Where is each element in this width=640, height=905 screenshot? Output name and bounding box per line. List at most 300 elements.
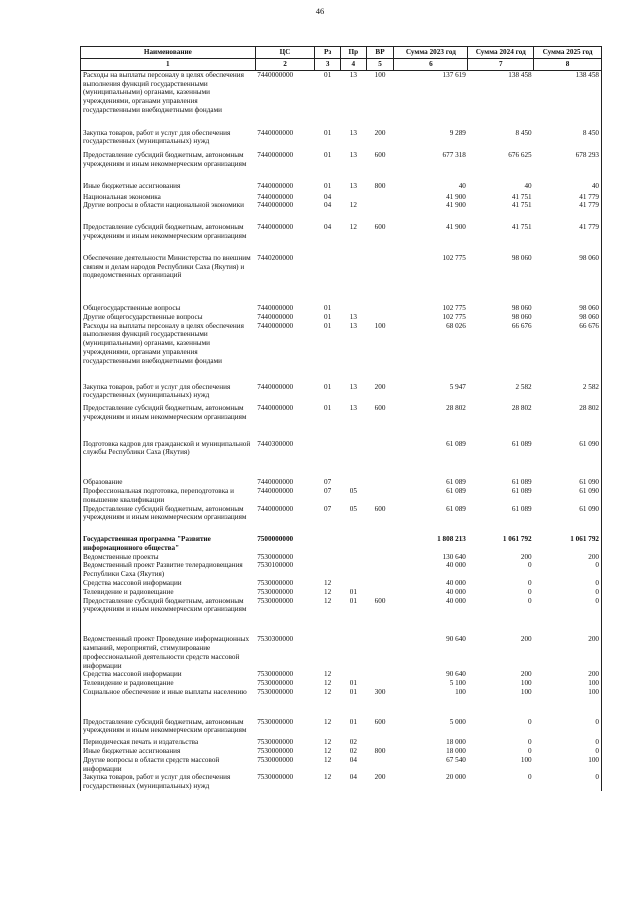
row-pr: 01 — [349, 687, 357, 696]
row-vr — [366, 738, 394, 747]
header-sum-2025: Сумма 2025 год — [534, 47, 602, 59]
row-sum-2024: 98 060 — [511, 304, 532, 313]
row-code: 7440300000 — [257, 439, 294, 448]
row-sum-2024: 200 — [520, 670, 532, 679]
table-row — [81, 553, 602, 562]
row-rz: 07 — [324, 504, 332, 513]
row-sum-2025: 0 — [534, 738, 602, 747]
table-row — [81, 487, 602, 505]
row-code: 7530000000 — [257, 596, 294, 605]
row-name: Предоставление субсидий бюджетным, автономным учреждениям и иным некоммерческим организациям — [81, 151, 256, 182]
table-row — [81, 738, 602, 747]
row-pr: 13 — [349, 181, 357, 190]
row-name: Периодическая печать и издательства — [81, 738, 256, 747]
row-pr: 05 — [349, 487, 357, 495]
row-name: Другие общегосударственные вопросы — [81, 313, 256, 322]
row-code: 7440000000 — [257, 128, 294, 137]
row-pr: 05 — [349, 504, 357, 513]
row-code: 7440000000 — [257, 192, 294, 201]
col-number: 1 — [81, 58, 256, 70]
row-sum-2024: 100 — [520, 687, 532, 696]
row-vr: 600 — [374, 404, 386, 413]
row-name: Расходы на выплаты персоналу в целях обеспечения выполнения функций государственными (муниципальными) органами, казенными учреждениями, органами управления государственными внебюджетными фондами — [81, 322, 256, 383]
row-name: Другие вопросы в области средств массовой информации — [81, 756, 256, 774]
row-rz — [315, 561, 341, 579]
row-sum-2025: 41 779 — [534, 201, 602, 223]
row-sum-2023: 41 900 — [446, 223, 466, 232]
header-vr: ВР — [366, 47, 394, 59]
row-sum-2025: 61 090 — [534, 505, 602, 536]
row-sum-2025: 200 — [534, 670, 602, 679]
row-pr: 12 — [349, 201, 357, 210]
table-row — [81, 635, 602, 670]
col-number: 8 — [534, 58, 602, 70]
row-sum-2025: 0 — [534, 747, 602, 756]
row-code: 7530000000 — [257, 773, 294, 782]
row-code: 7530000000 — [257, 687, 294, 696]
row-name: Иные бюджетные ассигнования — [81, 747, 256, 756]
row-vr: 600 — [374, 596, 386, 605]
table-row — [81, 561, 602, 579]
row-sum-2025: 0 — [534, 597, 602, 636]
row-rz: 01 — [324, 321, 332, 330]
row-sum-2023: 5 947 — [449, 382, 466, 391]
row-rz: 01 — [324, 382, 332, 391]
table-row — [81, 588, 602, 597]
row-vr: 100 — [374, 321, 386, 330]
row-code: 7440000000 — [257, 151, 294, 160]
row-code: 7530000000 — [257, 738, 294, 747]
row-vr — [366, 313, 394, 322]
row-sum-2025: 100 — [534, 688, 602, 718]
row-code: 7440000000 — [257, 181, 294, 190]
row-sum-2024: 0 — [528, 773, 532, 782]
row-sum-2023: 18 000 — [446, 746, 466, 755]
row-pr: 01 — [349, 717, 357, 726]
row-code: 7530000000 — [257, 587, 294, 596]
row-vr — [366, 679, 394, 688]
row-rz: 01 — [324, 312, 332, 321]
row-sum-2025: 8 450 — [534, 129, 602, 152]
row-sum-2024: 0 — [528, 717, 532, 726]
table-row — [81, 756, 602, 774]
row-sum-2024: 138 458 — [508, 70, 532, 79]
row-vr — [366, 553, 394, 562]
table-row — [81, 579, 602, 588]
row-pr: 01 — [349, 596, 357, 605]
row-code: 7440000000 — [257, 478, 294, 487]
row-sum-2025: 61 090 — [534, 478, 602, 487]
row-code: 7530000000 — [257, 579, 294, 588]
column-number-row — [81, 58, 602, 70]
row-sum-2024: 100 — [520, 679, 532, 688]
row-vr: 200 — [374, 773, 386, 782]
table-row — [81, 193, 602, 202]
row-vr — [366, 201, 394, 223]
col-number: 3 — [315, 58, 341, 70]
row-code: 7440000000 — [257, 382, 294, 391]
row-sum-2023: 102 775 — [442, 304, 466, 313]
row-sum-2025: 98 060 — [534, 254, 602, 304]
row-rz: 01 — [324, 151, 332, 160]
table-row — [81, 151, 602, 182]
row-sum-2023: 5 000 — [449, 717, 466, 726]
row-sum-2025: 41 779 — [534, 193, 602, 202]
row-sum-2024: 1 061 792 — [502, 535, 532, 544]
row-vr — [366, 440, 394, 479]
row-vr: 600 — [374, 717, 386, 726]
row-pr: 13 — [349, 312, 357, 321]
row-sum-2024: 2 582 — [515, 382, 532, 391]
header-pr: Пр — [340, 47, 366, 59]
row-sum-2024: 0 — [528, 587, 532, 596]
row-sum-2023: 41 900 — [446, 192, 466, 201]
row-code: 7440000000 — [257, 223, 294, 232]
col-number: 5 — [366, 58, 394, 70]
row-code: 7530100000 — [257, 561, 294, 570]
table-row — [81, 679, 602, 688]
row-sum-2025: 138 458 — [534, 70, 602, 128]
row-sum-2023: 61 089 — [446, 504, 466, 513]
row-name: Ведомственный проект Проведение информационных кампаний, мероприятий, стимулирование профессиональной деятельности средств массовой информации — [81, 635, 256, 670]
row-name: Подготовка кадров для гражданской и муниципальной службы Республики Саха (Якутия) — [81, 440, 256, 479]
row-sum-2023: 100 — [455, 687, 466, 696]
row-name: Профессиональная подготовка, переподготовка и повышение квалификации — [81, 487, 256, 505]
row-pr — [340, 670, 366, 679]
row-rz: 12 — [324, 717, 332, 726]
row-vr — [366, 588, 394, 597]
row-name: Телевидение и радиовещание — [81, 588, 256, 597]
row-sum-2025: 0 — [534, 718, 602, 739]
row-name: Расходы на выплаты персоналу в целях обеспечения выполнения функций государственными (муниципальными) органами, казенными учреждениями, органами управления государственными внебюджетными фондами — [81, 70, 256, 128]
row-name: Закупка товаров, работ и услуг для обеспечения государственных (муниципальных) нужд — [81, 383, 256, 405]
row-sum-2025: 98 060 — [534, 304, 602, 313]
row-pr: 01 — [349, 679, 357, 688]
row-vr: 600 — [374, 504, 386, 513]
row-pr — [340, 254, 366, 304]
row-rz: 12 — [324, 687, 332, 696]
row-sum-2024: 61 089 — [511, 439, 532, 448]
row-name: Государственная программа "Развитие информационного общества" — [81, 535, 256, 553]
col-number: 7 — [468, 58, 534, 70]
table-row — [81, 535, 602, 553]
row-sum-2024: 100 — [520, 755, 532, 764]
row-rz: 04 — [324, 201, 332, 210]
row-code: 7440000000 — [257, 487, 294, 495]
row-name: Предоставление субсидий бюджетным, автономным учреждениям и иным некоммерческим организациям — [81, 597, 256, 636]
row-name: Предоставление субсидий бюджетным, автономным учреждениям и иным некоммерческим организациям — [81, 404, 256, 440]
row-vr — [366, 535, 394, 553]
row-sum-2025: 200 — [534, 635, 602, 670]
row-sum-2024: 98 060 — [511, 312, 532, 321]
row-name: Телевидение и радиовещание — [81, 679, 256, 688]
row-rz — [315, 440, 341, 479]
row-sum-2025: 28 802 — [534, 404, 602, 440]
row-sum-2024: 0 — [528, 746, 532, 755]
table-row — [81, 440, 602, 479]
row-vr: 600 — [374, 223, 386, 232]
row-sum-2025: 100 — [534, 679, 602, 688]
row-sum-2025: 61 090 — [534, 440, 602, 479]
header-row — [81, 47, 602, 59]
row-name: Иные бюджетные ассигнования — [81, 182, 256, 193]
row-code: 7500000000 — [257, 535, 294, 544]
row-name: Национальная экономика — [81, 193, 256, 202]
row-sum-2025: 1 061 792 — [534, 535, 602, 553]
row-sum-2023: 130 640 — [442, 552, 466, 561]
table-row — [81, 313, 602, 322]
row-code: 7440000000 — [257, 504, 294, 513]
row-rz: 12 — [324, 596, 332, 605]
row-name: Обеспечение деятельности Министерства по внешним связям и делам народов Республики Саха (Якутия) и подведомственных организаций — [81, 254, 256, 304]
row-code: 7530000000 — [257, 552, 294, 561]
row-vr — [366, 579, 394, 588]
row-vr — [366, 756, 394, 774]
row-rz — [315, 254, 341, 304]
row-sum-2024: 61 089 — [511, 504, 532, 513]
row-name: Предоставление субсидий бюджетным, автономным учреждениям и иным некоммерческим организациям — [81, 505, 256, 536]
row-pr — [340, 579, 366, 588]
row-sum-2023: 102 775 — [442, 253, 466, 262]
header-sum-2023: Сумма 2023 год — [394, 47, 468, 59]
row-vr — [366, 487, 394, 505]
row-code: 7530000000 — [257, 755, 294, 764]
table-row — [81, 322, 602, 383]
col-number: 6 — [394, 58, 468, 70]
row-vr — [366, 561, 394, 579]
row-code: 7530000000 — [257, 717, 294, 726]
row-sum-2023: 90 640 — [446, 670, 466, 679]
row-pr — [340, 535, 366, 553]
row-sum-2023: 40 000 — [446, 579, 466, 588]
row-sum-2025: 66 676 — [534, 322, 602, 383]
row-code: 7440000000 — [257, 404, 294, 413]
table-row — [81, 383, 602, 405]
row-sum-2024: 200 — [520, 552, 532, 561]
table-row — [81, 505, 602, 536]
row-sum-2023: 61 089 — [446, 487, 466, 495]
table-row — [81, 597, 602, 636]
row-name: Предоставление субсидий бюджетным, автономным учреждениям и иным некоммерческим организациям — [81, 223, 256, 254]
row-sum-2023: 68 026 — [446, 321, 466, 330]
row-rz — [315, 635, 341, 670]
row-rz: 12 — [324, 579, 332, 588]
row-sum-2023: 40 000 — [446, 587, 466, 596]
row-code: 7440000000 — [257, 321, 294, 330]
row-sum-2024: 8 450 — [515, 128, 532, 137]
row-rz: 07 — [324, 478, 332, 487]
row-code: 7530000000 — [257, 670, 294, 679]
row-pr: 04 — [349, 773, 357, 782]
row-sum-2024: 41 751 — [511, 201, 532, 210]
row-vr — [366, 304, 394, 313]
row-sum-2023: 20 000 — [446, 773, 466, 782]
row-sum-2024: 98 060 — [511, 253, 532, 262]
row-sum-2024: 0 — [528, 561, 532, 570]
row-vr — [366, 254, 394, 304]
row-pr: 01 — [349, 587, 357, 596]
table-row — [81, 747, 602, 756]
table-row — [81, 304, 602, 313]
row-pr: 02 — [349, 746, 357, 755]
row-sum-2023: 40 000 — [446, 561, 466, 570]
budget-table — [80, 46, 602, 791]
table-row — [81, 688, 602, 718]
table-row — [81, 670, 602, 679]
row-pr — [340, 478, 366, 487]
row-sum-2023: 677 318 — [442, 151, 466, 160]
table-row — [81, 718, 602, 739]
row-vr — [366, 635, 394, 670]
row-sum-2023: 40 000 — [446, 596, 466, 605]
row-vr — [366, 670, 394, 679]
table-row — [81, 129, 602, 152]
row-sum-2023: 28 802 — [446, 404, 466, 413]
row-vr: 800 — [374, 181, 386, 190]
row-code: 7440000000 — [257, 312, 294, 321]
row-sum-2023: 90 640 — [446, 635, 466, 644]
row-rz: 01 — [324, 181, 332, 190]
row-sum-2025: 61 090 — [534, 487, 602, 505]
table-row — [81, 478, 602, 487]
row-pr — [340, 193, 366, 202]
table-body — [81, 70, 602, 791]
row-rz: 01 — [324, 304, 332, 313]
row-sum-2023: 102 775 — [442, 312, 466, 321]
row-sum-2023: 1 808 213 — [437, 535, 466, 544]
row-sum-2025: 0 — [534, 588, 602, 597]
row-code: 7530000000 — [257, 746, 294, 755]
row-sum-2025: 0 — [534, 561, 602, 579]
row-rz: 12 — [324, 587, 332, 596]
row-name: Предоставление субсидий бюджетным, автономным учреждениям и иным некоммерческим организациям — [81, 718, 256, 739]
row-rz: 07 — [324, 487, 332, 495]
row-rz: 12 — [324, 679, 332, 688]
row-name: Ведомственный проект Развитие телерадиовещания Республики Саха (Якутия) — [81, 561, 256, 579]
table-row — [81, 773, 602, 791]
row-rz: 01 — [324, 404, 332, 413]
row-sum-2023: 137 619 — [442, 70, 466, 79]
col-number: 2 — [255, 58, 315, 70]
row-pr: 13 — [349, 151, 357, 160]
row-sum-2024: 676 625 — [508, 151, 532, 160]
row-sum-2025: 0 — [534, 579, 602, 588]
table-row — [81, 254, 602, 304]
row-sum-2024: 40 — [524, 181, 532, 190]
row-sum-2025: 40 — [534, 182, 602, 193]
row-vr: 800 — [374, 746, 386, 755]
row-rz: 04 — [324, 223, 332, 232]
row-name: Средства массовой информации — [81, 579, 256, 588]
page-number: 46 — [315, 6, 325, 16]
table-row — [81, 70, 602, 128]
row-pr: 13 — [349, 321, 357, 330]
row-pr: 02 — [349, 738, 357, 747]
row-code: 7440000000 — [257, 201, 294, 210]
row-rz: 12 — [324, 773, 332, 782]
row-pr — [340, 635, 366, 670]
row-sum-2023: 18 000 — [446, 738, 466, 747]
row-sum-2023: 67 540 — [446, 755, 466, 764]
row-sum-2024: 0 — [528, 738, 532, 747]
row-vr: 100 — [374, 70, 386, 79]
row-sum-2023: 5 100 — [449, 679, 466, 688]
row-name: Образование — [81, 478, 256, 487]
col-number: 4 — [340, 58, 366, 70]
row-name: Закупка товаров, работ и услуг для обеспечения государственных (муниципальных) нужд — [81, 129, 256, 152]
row-pr: 12 — [349, 223, 357, 232]
row-name: Закупка товаров, работ и услуг для обеспечения государственных (муниципальных) нужд — [81, 773, 256, 791]
row-sum-2023: 41 900 — [446, 201, 466, 210]
row-pr — [340, 553, 366, 562]
row-vr: 200 — [374, 128, 386, 137]
header-name: Наименование — [81, 47, 256, 59]
row-sum-2023: 40 — [458, 181, 466, 190]
row-code: 7440000000 — [257, 70, 294, 79]
row-sum-2024: 200 — [520, 635, 532, 644]
row-sum-2024: 41 751 — [511, 192, 532, 201]
header-rz: Рз — [315, 47, 341, 59]
row-sum-2023: 61 089 — [446, 439, 466, 448]
row-vr — [366, 478, 394, 487]
row-pr: 13 — [349, 382, 357, 391]
row-vr — [366, 193, 394, 202]
row-rz — [315, 535, 341, 553]
row-pr — [340, 440, 366, 479]
row-sum-2025: 678 293 — [534, 151, 602, 182]
row-rz: 12 — [324, 746, 332, 755]
row-code: 7440200000 — [257, 253, 294, 262]
row-vr: 300 — [374, 687, 386, 696]
table-row — [81, 404, 602, 440]
row-rz: 12 — [324, 738, 332, 747]
row-pr: 13 — [349, 70, 357, 79]
row-pr: 13 — [349, 128, 357, 137]
row-rz: 01 — [324, 128, 332, 137]
table-row — [81, 182, 602, 193]
budget-sheet — [80, 46, 602, 791]
row-pr — [340, 561, 366, 579]
row-sum-2025: 41 779 — [534, 223, 602, 254]
row-name: Общегосударственные вопросы — [81, 304, 256, 313]
row-code: 7530000000 — [257, 679, 294, 688]
row-sum-2025: 2 582 — [534, 383, 602, 405]
row-rz: 12 — [324, 755, 332, 764]
row-code: 7440000000 — [257, 304, 294, 313]
row-rz: 12 — [324, 670, 332, 679]
header-code: ЦС — [255, 47, 315, 59]
row-sum-2024: 61 089 — [511, 487, 532, 495]
row-sum-2025: 200 — [534, 553, 602, 562]
row-code: 7530300000 — [257, 635, 294, 644]
row-pr: 13 — [349, 404, 357, 413]
row-vr: 200 — [374, 382, 386, 391]
row-rz: 04 — [324, 192, 332, 201]
row-sum-2023: 61 089 — [446, 478, 466, 487]
row-sum-2024: 28 802 — [511, 404, 532, 413]
header-sum-2024: Сумма 2024 год — [468, 47, 534, 59]
table-row — [81, 223, 602, 254]
row-rz — [315, 553, 341, 562]
row-sum-2025: 0 — [534, 773, 602, 791]
row-sum-2024: 66 676 — [511, 321, 532, 330]
row-name: Средства массовой информации — [81, 670, 256, 679]
row-name: Ведомственные проекты — [81, 553, 256, 562]
row-sum-2024: 0 — [528, 579, 532, 588]
row-sum-2024: 0 — [528, 596, 532, 605]
row-sum-2024: 41 751 — [511, 223, 532, 232]
table-row — [81, 201, 602, 223]
